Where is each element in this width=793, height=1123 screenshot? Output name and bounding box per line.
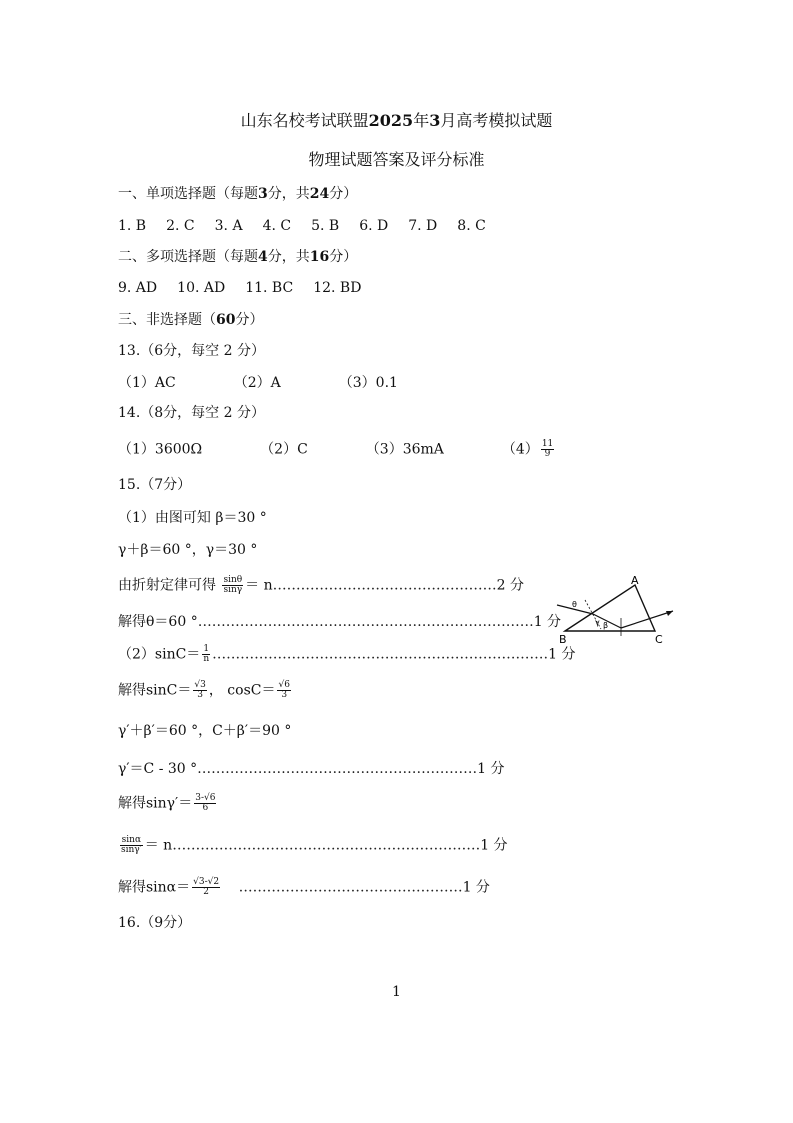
fraction-denominator: sinγ — [223, 585, 243, 595]
answer-item: 1. B — [118, 218, 147, 234]
answer-part: （1）AC — [118, 375, 176, 391]
heading-text: 分） — [235, 312, 264, 328]
answer-item: 9. AD — [118, 280, 158, 296]
angle-label-beta: β — [603, 621, 609, 630]
line-text: ＝ n — [245, 577, 273, 594]
answer-part: （3）0.1 — [338, 375, 398, 391]
heading-text: 三、非选择题（ — [118, 312, 216, 328]
fraction — [202, 645, 210, 664]
angle-label-theta: θ — [572, 600, 577, 609]
line-text: （2）sinC＝ — [118, 646, 201, 663]
answer-item: 4. C — [262, 218, 292, 234]
q13-answers — [118, 374, 398, 392]
q15-line2: γ＋β＝60 °，γ＝30 ° — [118, 542, 258, 558]
prism-diagram — [555, 573, 685, 645]
fraction — [120, 836, 143, 855]
q15-line4 — [118, 613, 561, 631]
line-text: 由折射定律可得 — [118, 577, 216, 594]
answer-item: 3. A — [214, 218, 243, 234]
heading-text: 二、多项选择题（每题 — [118, 249, 258, 265]
q15-line8 — [118, 760, 505, 778]
vertex-label-a: A — [631, 574, 639, 587]
line-text: 解得sinC＝ — [118, 682, 192, 699]
line-text: 解得θ＝60 ° — [118, 614, 198, 630]
leader-dots: ……………………………………………………………… — [197, 614, 534, 630]
title-text: 年 — [413, 111, 430, 130]
answer-item: 10. AD — [177, 280, 226, 296]
heading-number: 4 — [258, 249, 268, 265]
leader-dots: ………………………………………… — [272, 577, 497, 594]
title-year: 2025 — [368, 111, 414, 130]
leader-dots: ……………………………………………………………… — [212, 646, 549, 663]
fraction-numerator: sinα — [121, 835, 142, 845]
vertex-label-b: B — [559, 633, 567, 645]
fraction-denominator: 3 — [281, 690, 288, 700]
answer-item: 5. B — [311, 218, 340, 234]
page-subtitle: 物理试题答案及评分标准 — [308, 150, 485, 169]
heading-number: 16 — [309, 249, 330, 265]
answer-item: 6. D — [359, 218, 389, 234]
fraction — [194, 794, 216, 813]
prism-triangle — [565, 585, 655, 631]
heading-text: 分） — [329, 249, 358, 265]
fraction-numerator: √3-√2 — [193, 877, 220, 887]
heading-number: 3 — [258, 186, 268, 202]
answer-item: 2. C — [166, 218, 195, 234]
leader-dots: …………………………………………………… — [197, 761, 478, 777]
fraction-numerator: sinθ — [223, 575, 243, 585]
fraction — [277, 681, 290, 700]
q15-line6 — [118, 681, 293, 700]
page-number: 1 — [392, 984, 401, 1000]
title-text: 山东名校考试联盟 — [240, 111, 369, 130]
answer-item: 11. BC — [245, 280, 294, 296]
answer-part: （2）A — [233, 375, 281, 391]
heading-number: 60 — [216, 312, 236, 328]
line-text: 解得sinγ′＝ — [118, 795, 193, 812]
fraction — [541, 440, 554, 459]
answer-item: 7. D — [408, 218, 438, 234]
score-label: 2 分 — [496, 577, 524, 594]
fraction — [193, 681, 206, 700]
leader-dots: ………………………………………… — [238, 879, 463, 896]
arrow-head — [666, 611, 673, 616]
fraction-denominator: 9 — [544, 449, 551, 459]
answer-part: （4） — [501, 441, 539, 458]
q14-heading: 14.（8分，每空 2 分） — [118, 405, 265, 421]
section1-heading — [118, 185, 357, 203]
q13-heading: 13.（6分，每空 2 分） — [118, 343, 265, 359]
fraction-denominator: n — [203, 654, 210, 664]
score-label: 1 分 — [533, 614, 562, 630]
q15-line1: （1）由图可知 β＝30 ° — [118, 510, 267, 526]
score-label: 1 分 — [480, 837, 508, 854]
fraction-denominator: 3 — [197, 690, 203, 700]
fraction-numerator: 11 — [541, 439, 554, 449]
title-text: 月高考模拟试题 — [440, 111, 553, 130]
q15-line11 — [118, 878, 490, 897]
score-label: 1 分 — [462, 879, 490, 896]
line-text: 解得sinα＝ — [118, 879, 191, 896]
leader-dots: ………………………………………………………… — [172, 837, 481, 854]
fraction-numerator: √3 — [194, 680, 206, 690]
q14-answers — [118, 440, 556, 459]
angle-label-gamma: γ — [595, 618, 600, 627]
fraction-numerator: 3-√6 — [195, 793, 216, 803]
answer-item: 12. BD — [313, 280, 362, 296]
q15-line9 — [118, 794, 218, 813]
answer-part: （2）C — [260, 441, 308, 458]
fraction-numerator: √6 — [278, 680, 290, 690]
section2-answers — [118, 279, 361, 297]
vertex-label-c: C — [655, 633, 663, 645]
line-text: γ′＝C - 30 ° — [118, 761, 198, 777]
line-text: ， cosC＝ — [208, 682, 276, 699]
fraction — [192, 878, 220, 897]
q15-line7: γ′＋β′＝60 °，C＋β′＝90 ° — [118, 723, 292, 739]
score-label: 1 分 — [548, 646, 576, 663]
score-label: 1 分 — [477, 761, 505, 777]
q15-line5 — [118, 645, 575, 664]
section1-answers — [118, 217, 486, 235]
fraction-denominator: 2 — [203, 887, 209, 897]
section2-heading — [118, 248, 357, 266]
section3-heading — [118, 311, 263, 329]
heading-text: 分，共 — [267, 186, 310, 202]
title-month: 3 — [429, 111, 441, 130]
fraction — [222, 576, 243, 595]
q15-heading: 15.（7分） — [118, 477, 192, 493]
answer-item: 8. C — [457, 218, 486, 234]
answer-part: （1）3600Ω — [118, 441, 203, 458]
fraction-denominator: 6 — [202, 803, 209, 813]
answer-part: （3）36mA — [365, 441, 444, 458]
line-text: ＝ n — [144, 837, 173, 854]
fraction-numerator: 1 — [203, 644, 210, 654]
heading-text: 一、单项选择题（每题 — [118, 186, 258, 202]
page-title — [0, 108, 793, 131]
heading-text: 分，共 — [267, 249, 310, 265]
q15-line10 — [118, 836, 508, 855]
q15-line3 — [118, 576, 524, 595]
q16-heading: 16.（9分） — [118, 915, 192, 931]
heading-number: 24 — [309, 186, 330, 202]
fraction-denominator: sinγ′ — [121, 845, 142, 855]
heading-text: 分） — [329, 186, 358, 202]
